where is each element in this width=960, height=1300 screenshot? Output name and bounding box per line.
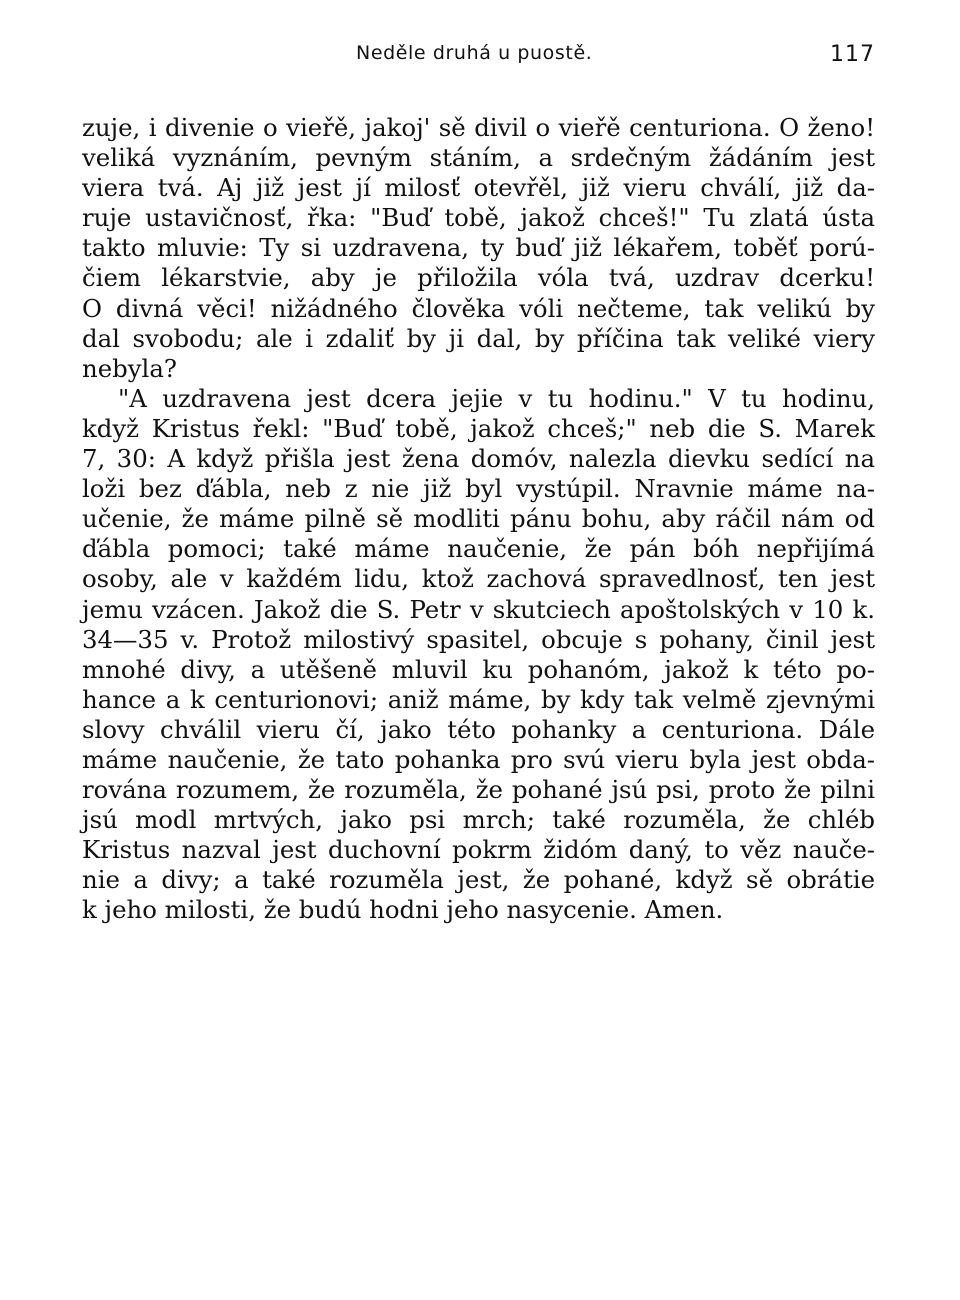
text-line: osoby, ale v každém lidu, ktož zachová spravedlnosť, ten jest <box>82 564 875 594</box>
text-line: k jeho milosti, že budú hodni jeho nasycenie. Amen. <box>82 895 724 925</box>
text-line: viera tvá. Aj již jest jí milosť otevřěl, již vieru chválí, již da- <box>82 173 875 203</box>
text-line: mnohé divy, a utěšeně mluvil ku pohanóm, jakož k této po- <box>82 654 875 684</box>
text-line: 7, 30: A když přišla jest žena domóv, nalezla dievku sedící na <box>82 444 875 474</box>
text-line: hance a k centurionovi; aniž máme, by kdy tak velmě zjevnými <box>82 684 875 714</box>
text-line: dal svobodu; ale i zdaliť by ji dal, by příčina tak veliké viery <box>82 323 875 353</box>
text-line: Kristus nazval jest duchovní pokrm židóm daný, to věz nauče- <box>82 835 875 865</box>
text-line: jsú modl mrtvých, jako psi mrch; také rozuměla, že chléb <box>82 805 875 835</box>
text-line: slovy chválil vieru čí, jako této pohanky a centuriona. Dále <box>82 714 875 744</box>
text-line: ruje ustavičnosť, řka: "Buď tobě, jakož chceš!" Tu zlatá ústa <box>82 203 875 233</box>
text-line: čiem lékarstvie, aby je přiložila vóla tvá, uzdrav dcerku! <box>82 263 875 293</box>
text-line: zuje, i divenie o vieřě, jakoj' sě divil o vieřě centuriona. O ženo! <box>82 113 875 142</box>
page-number: 117 <box>830 42 875 67</box>
text-line: nie a divy; a také rozuměla jest, že pohané, když sě obrátie <box>82 865 875 895</box>
text-line: když Kristus řekl: "Buď tobě, jakož chceš;" neb die S. Marek <box>82 413 875 443</box>
text-line: loži bez ďábla, neb z nie již byl vystúpil. Nravnie máme na- <box>82 474 875 504</box>
text-line: rována rozumem, že rozuměla, že pohané jsú psi, proto že pilni <box>82 775 875 805</box>
text-line: 34—35 v. Protož milostivý spasitel, obcuje s pohany, činil jest <box>82 624 875 654</box>
text-line: nebyla? <box>82 353 177 383</box>
text-line: ďábla pomoci; také máme naučenie, že pán bóh nepřijímá <box>82 534 875 564</box>
text-line: O divná věci! nižádného člověka vóli nečteme, tak velikú by <box>82 293 875 323</box>
running-title: Neděle druhá u puostě. <box>356 42 593 64</box>
body-text <box>82 113 875 926</box>
text-line: jemu vzácen. Jakož die S. Petr v skutciech apoštolských v 10 k. <box>82 594 875 624</box>
text-line: učenie, že máme pilně sě modliti pánu bohu, aby ráčil nám od <box>82 504 875 534</box>
text-line: takto mluvie: Ty si uzdravena, ty buď již lékařem, toběť porú- <box>82 233 875 263</box>
text-line: veliká vyznáním, pevným stáním, a srdečným žádáním jest <box>82 143 875 173</box>
running-head <box>82 40 875 70</box>
text-line: "A uzdravena jest dcera jejie v tu hodinu." V tu hodinu, <box>118 383 875 413</box>
text-line: máme naučenie, že tato pohanka pro svú vieru byla jest obda- <box>82 744 875 774</box>
